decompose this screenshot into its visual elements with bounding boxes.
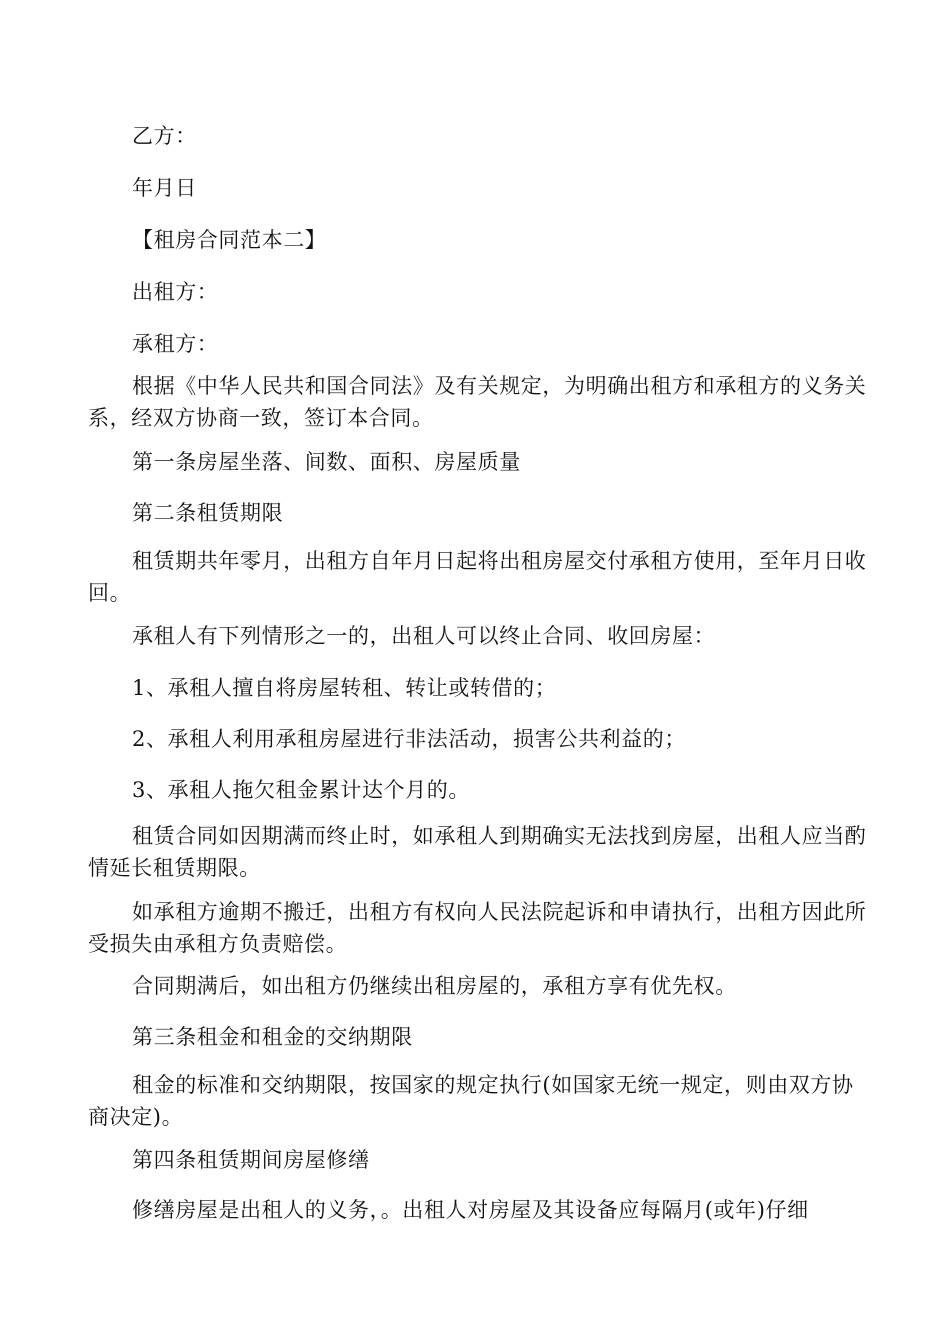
condition-item-1: 1、承租人擅自将房屋转租、转让或转借的；: [132, 676, 557, 700]
date-line: 年月日: [132, 176, 197, 200]
article-1-heading: 第一条房屋坐落、间数、面积、房屋质量: [132, 450, 521, 474]
rent-paragraph: 租金的标准和交纳期限，按国家的规定执行(如国家无统一规定，则由双方协商决定)。: [88, 1073, 854, 1129]
section-title: 【租房合同范本二】: [132, 228, 327, 252]
condition-item-3: 3、承租人拖欠租金累计达个月的。: [132, 778, 470, 802]
lessor-label: 出租方：: [132, 280, 219, 304]
condition-item-2: 2、承租人利用承租房屋进行非法活动，损害公共利益的；: [132, 727, 686, 751]
preamble-paragraph: 根据《中华人民共和国合同法》及有关规定，为明确出租方和承租方的义务关系，经双方协商一致，签订本合同。: [88, 374, 867, 430]
repair-paragraph: 修缮房屋是出租人的义务，。出租人对房屋及其设备应每隔月(或年)仔细: [132, 1198, 809, 1222]
article-3-heading: 第三条租金和租金的交纳期限: [132, 1025, 413, 1049]
article-4-heading: 第四条租赁期间房屋修缮: [132, 1148, 370, 1172]
overdue-paragraph: 如承租方逾期不搬迁，出租方有权向人民法院起诉和申请执行，出租方因此所受损失由承租方负责赔偿。: [88, 900, 867, 956]
priority-paragraph: 合同期满后，如出租方仍继续出租房屋的，承租方享有优先权。: [132, 974, 737, 998]
party-b-label: 乙方：: [132, 124, 197, 148]
lease-term-paragraph: 租赁期共年零月，出租方自年月日起将出租房屋交付承租方使用，至年月日收回。: [88, 549, 867, 605]
lessee-label: 承租方：: [132, 332, 219, 356]
extension-paragraph: 租赁合同如因期满而终止时，如承租人到期确实无法找到房屋，出租人应当酌情延长租赁期限。: [88, 824, 867, 880]
article-2-heading: 第二条租赁期限: [132, 501, 284, 525]
termination-conditions-paragraph: 承租人有下列情形之一的，出租人可以终止合同、收回房屋：: [132, 624, 716, 648]
